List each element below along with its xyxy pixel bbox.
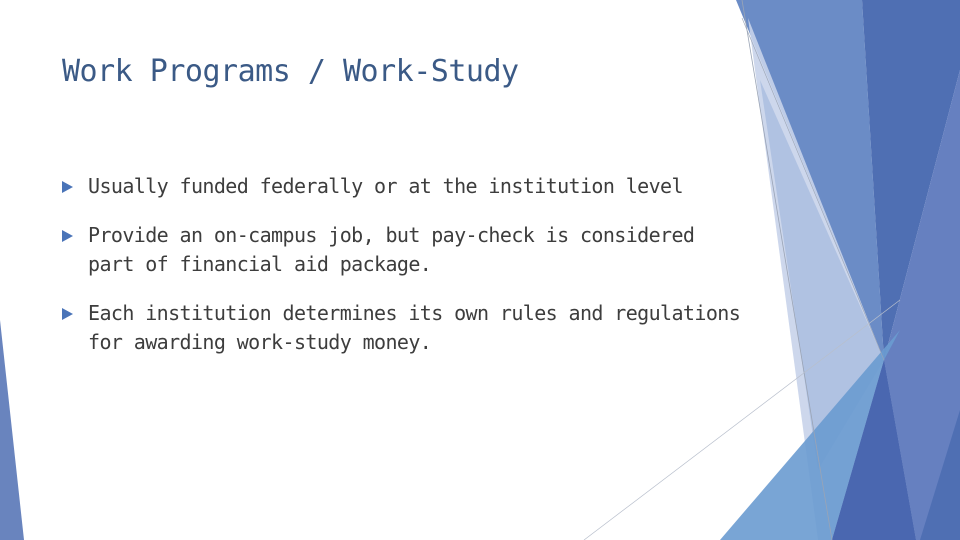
triangle-bullet-icon: [62, 308, 73, 320]
bullet-text: Each institution determines its own rules and regulations for awarding work-study money.: [88, 301, 741, 354]
triangle-bullet-icon: [62, 230, 73, 242]
bullet-text: Usually funded federally or at the institution level: [88, 174, 683, 198]
slide-title: Work Programs / Work-Study: [62, 54, 519, 89]
bullet-text: Provide an on-campus job, but pay-check is considered part of financial aid package.: [88, 223, 695, 276]
triangle-bullet-icon: [62, 181, 73, 193]
bullet-item: [62, 299, 742, 357]
bullet-list: [62, 172, 742, 377]
bullet-item: [62, 172, 742, 201]
bullet-item: [62, 221, 742, 279]
